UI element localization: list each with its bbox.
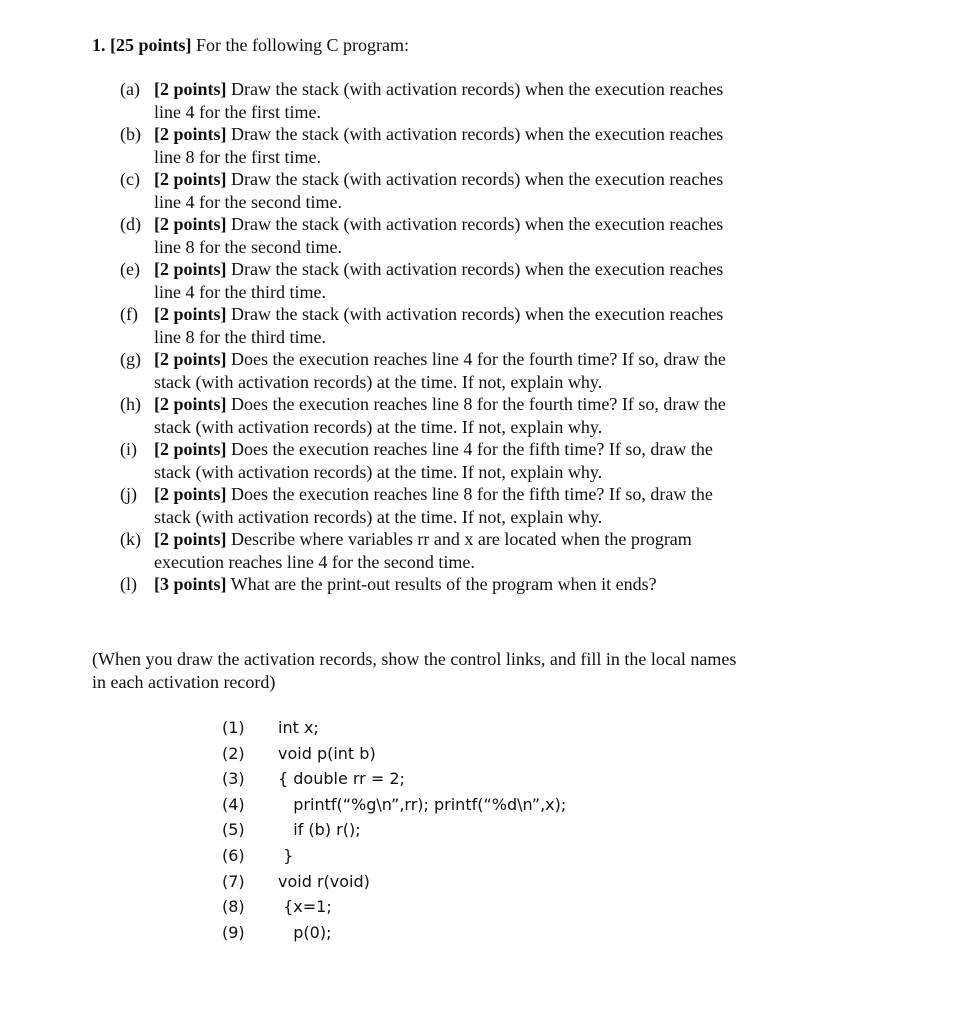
code-line (222, 741, 376, 767)
part-line-2: line 4 for the first time. (154, 101, 321, 122)
line-number: (6) (222, 845, 245, 865)
question-part (120, 168, 820, 213)
part-label: (d) (120, 214, 141, 234)
part-line-2: line 4 for the third time. (154, 281, 326, 302)
part-text: Does the execution reaches line 8 for the fourth time? If so, draw the (231, 394, 726, 414)
part-line-2: stack (with activation records) at the time. If not, explain why. (154, 461, 603, 482)
line-number: (3) (222, 769, 245, 789)
part-line-2: line 8 for the third time. (154, 326, 326, 347)
part-label: (g) (120, 349, 141, 369)
code-line (222, 920, 332, 946)
part-line-1 (154, 123, 820, 146)
instruction-note (92, 648, 852, 693)
code-line (222, 715, 319, 741)
part-line-1 (154, 438, 820, 461)
part-line-1 (154, 528, 820, 551)
question-part (120, 213, 820, 258)
question-part (120, 573, 820, 596)
line-number: (7) (222, 871, 245, 891)
part-line-1 (154, 483, 820, 506)
part-points: [2 points] (154, 214, 227, 234)
code-text: {x=1; (278, 897, 332, 917)
code-text: printf(“%g\n”,rr); printf(“%d\n”,x); (278, 794, 567, 814)
part-text: Draw the stack (with activation records) when the execution reaches (231, 214, 724, 234)
question-part (120, 258, 820, 303)
part-points: [2 points] (154, 394, 227, 414)
line-number: (9) (222, 922, 245, 942)
part-label: (c) (120, 169, 140, 189)
code-listing (222, 715, 567, 945)
part-label: (a) (120, 79, 140, 99)
part-label: (h) (120, 394, 141, 414)
part-points: [2 points] (154, 79, 227, 99)
code-text: } (278, 845, 294, 865)
part-label: (l) (120, 574, 137, 594)
part-line-1 (154, 213, 820, 236)
part-points: [2 points] (154, 304, 227, 324)
code-line (222, 766, 405, 792)
part-line-2: stack (with activation records) at the time. If not, explain why. (154, 371, 603, 392)
code-line (222, 869, 370, 895)
part-line-2: line 8 for the first time. (154, 146, 321, 167)
part-line-1 (154, 168, 820, 191)
part-points: [2 points] (154, 484, 227, 504)
code-text: if (b) r(); (278, 820, 361, 840)
question-points: [25 points] (110, 35, 192, 55)
part-text: Draw the stack (with activation records) when the execution reaches (231, 79, 724, 99)
code-text: void r(void) (278, 871, 370, 891)
line-number: (1) (222, 718, 245, 737)
question-part (120, 438, 820, 483)
note-line-2: in each activation record) (92, 671, 276, 692)
part-label: (f) (120, 304, 138, 324)
part-points: [2 points] (154, 169, 227, 189)
code-line (222, 843, 294, 869)
line-number: (2) (222, 743, 245, 763)
part-points: [3 points] (154, 574, 227, 594)
note-line-1: (When you draw the activation records, show the control links, and fill in the local names (92, 649, 737, 669)
part-points: [2 points] (154, 529, 227, 549)
code-line (222, 817, 361, 843)
code-text: int x; (278, 718, 319, 737)
question-parts-list (120, 78, 820, 596)
part-points: [2 points] (154, 349, 227, 369)
part-line-1 (154, 393, 820, 416)
question-part (120, 123, 820, 168)
part-line-1 (154, 78, 820, 101)
part-line-1 (154, 258, 820, 281)
part-points: [2 points] (154, 259, 227, 279)
code-text: void p(int b) (278, 743, 376, 763)
part-text: Describe where variables rr and x are located when the program (231, 529, 692, 549)
part-text: Does the execution reaches line 4 for the fifth time? If so, draw the (231, 439, 713, 459)
part-label: (k) (120, 529, 141, 549)
part-label: (i) (120, 439, 137, 459)
question-title (92, 34, 409, 57)
part-label: (b) (120, 124, 141, 144)
part-text: Does the execution reaches line 8 for the fifth time? If so, draw the (231, 484, 713, 504)
question-part (120, 303, 820, 348)
question-part (120, 528, 820, 573)
part-line-2: stack (with activation records) at the time. If not, explain why. (154, 416, 603, 437)
part-label: (j) (120, 484, 137, 504)
part-text: Draw the stack (with activation records) when the execution reaches (231, 124, 724, 144)
part-line-2: stack (with activation records) at the time. If not, explain why. (154, 506, 603, 527)
question-text: For the following C program: (196, 35, 409, 55)
part-label: (e) (120, 259, 140, 279)
code-text: { double rr = 2; (278, 769, 405, 789)
part-text: Draw the stack (with activation records) when the execution reaches (231, 304, 724, 324)
part-text: Does the execution reaches line 4 for the fourth time? If so, draw the (231, 349, 726, 369)
part-line-1 (154, 348, 820, 371)
code-text: p(0); (278, 922, 332, 942)
part-line-2: execution reaches line 4 for the second time. (154, 551, 475, 572)
question-part (120, 393, 820, 438)
part-line-2: line 4 for the second time. (154, 191, 342, 212)
part-line-1 (154, 303, 820, 326)
code-line (222, 894, 332, 920)
line-number: (4) (222, 794, 245, 814)
line-number: (8) (222, 897, 245, 917)
part-text: Draw the stack (with activation records) when the execution reaches (231, 169, 724, 189)
part-points: [2 points] (154, 124, 227, 144)
question-part (120, 348, 820, 393)
part-line-2: line 8 for the second time. (154, 236, 342, 257)
part-line-1 (154, 573, 820, 596)
part-points: [2 points] (154, 439, 227, 459)
part-text: What are the print-out results of the program when it ends? (230, 574, 657, 594)
code-line (222, 792, 567, 818)
question-number: 1. (92, 35, 106, 55)
question-part (120, 483, 820, 528)
question-part (120, 78, 820, 123)
part-text: Draw the stack (with activation records) when the execution reaches (231, 259, 724, 279)
line-number: (5) (222, 820, 245, 840)
